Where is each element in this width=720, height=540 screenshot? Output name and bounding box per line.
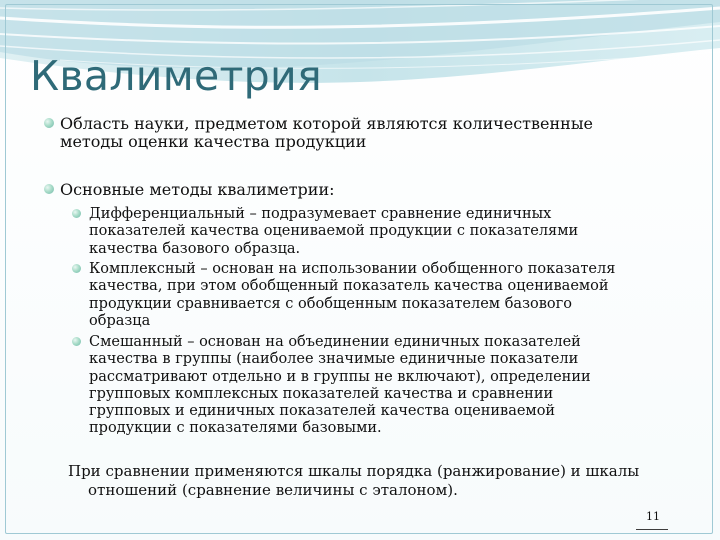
sub-bullet-text: Смешанный – основан на объединении единичных показателей качества в группы (наиболее значимые единичные показатели рассматривают отдельно и в группы не включают), определении групповых комплексных показателей качества и сравнении групповых и единичных показателей качества оцениваемой продукции с показателями базовыми.: [89, 334, 591, 437]
bullet-dot-icon: [44, 118, 54, 128]
page-number: 11: [646, 510, 660, 523]
sub-bullet-text: Комплексный – основан на использовании обобщенного показателя качества, при этом обобщенный показатель качества оцениваемой продукции сравнивается с обобщенным показателем базового образца: [89, 261, 616, 329]
page-number-rule: [636, 529, 668, 530]
bullet-text: Область науки, предметом которой являются количественные методы оценки качества продукции: [60, 114, 594, 151]
slide-title: Квалиметрия: [30, 52, 322, 100]
bullet-text: Основные методы квалиметрии:: [60, 180, 335, 199]
bullet-dot-icon: [72, 337, 81, 346]
bullet-dot-icon: [72, 209, 81, 218]
footer-note: При сравнении применяются шкалы порядка (ранжирование) и шкалы отношений (сравнение величины с эталоном).: [68, 462, 640, 499]
bullet-dot-icon: [72, 264, 81, 273]
bullet-dot-icon: [44, 184, 54, 194]
sub-bullet-text: Дифференциальный – подразумевает сравнение единичных показателей качества оцениваемой продукции с показателями качества базового образца.: [89, 206, 579, 257]
